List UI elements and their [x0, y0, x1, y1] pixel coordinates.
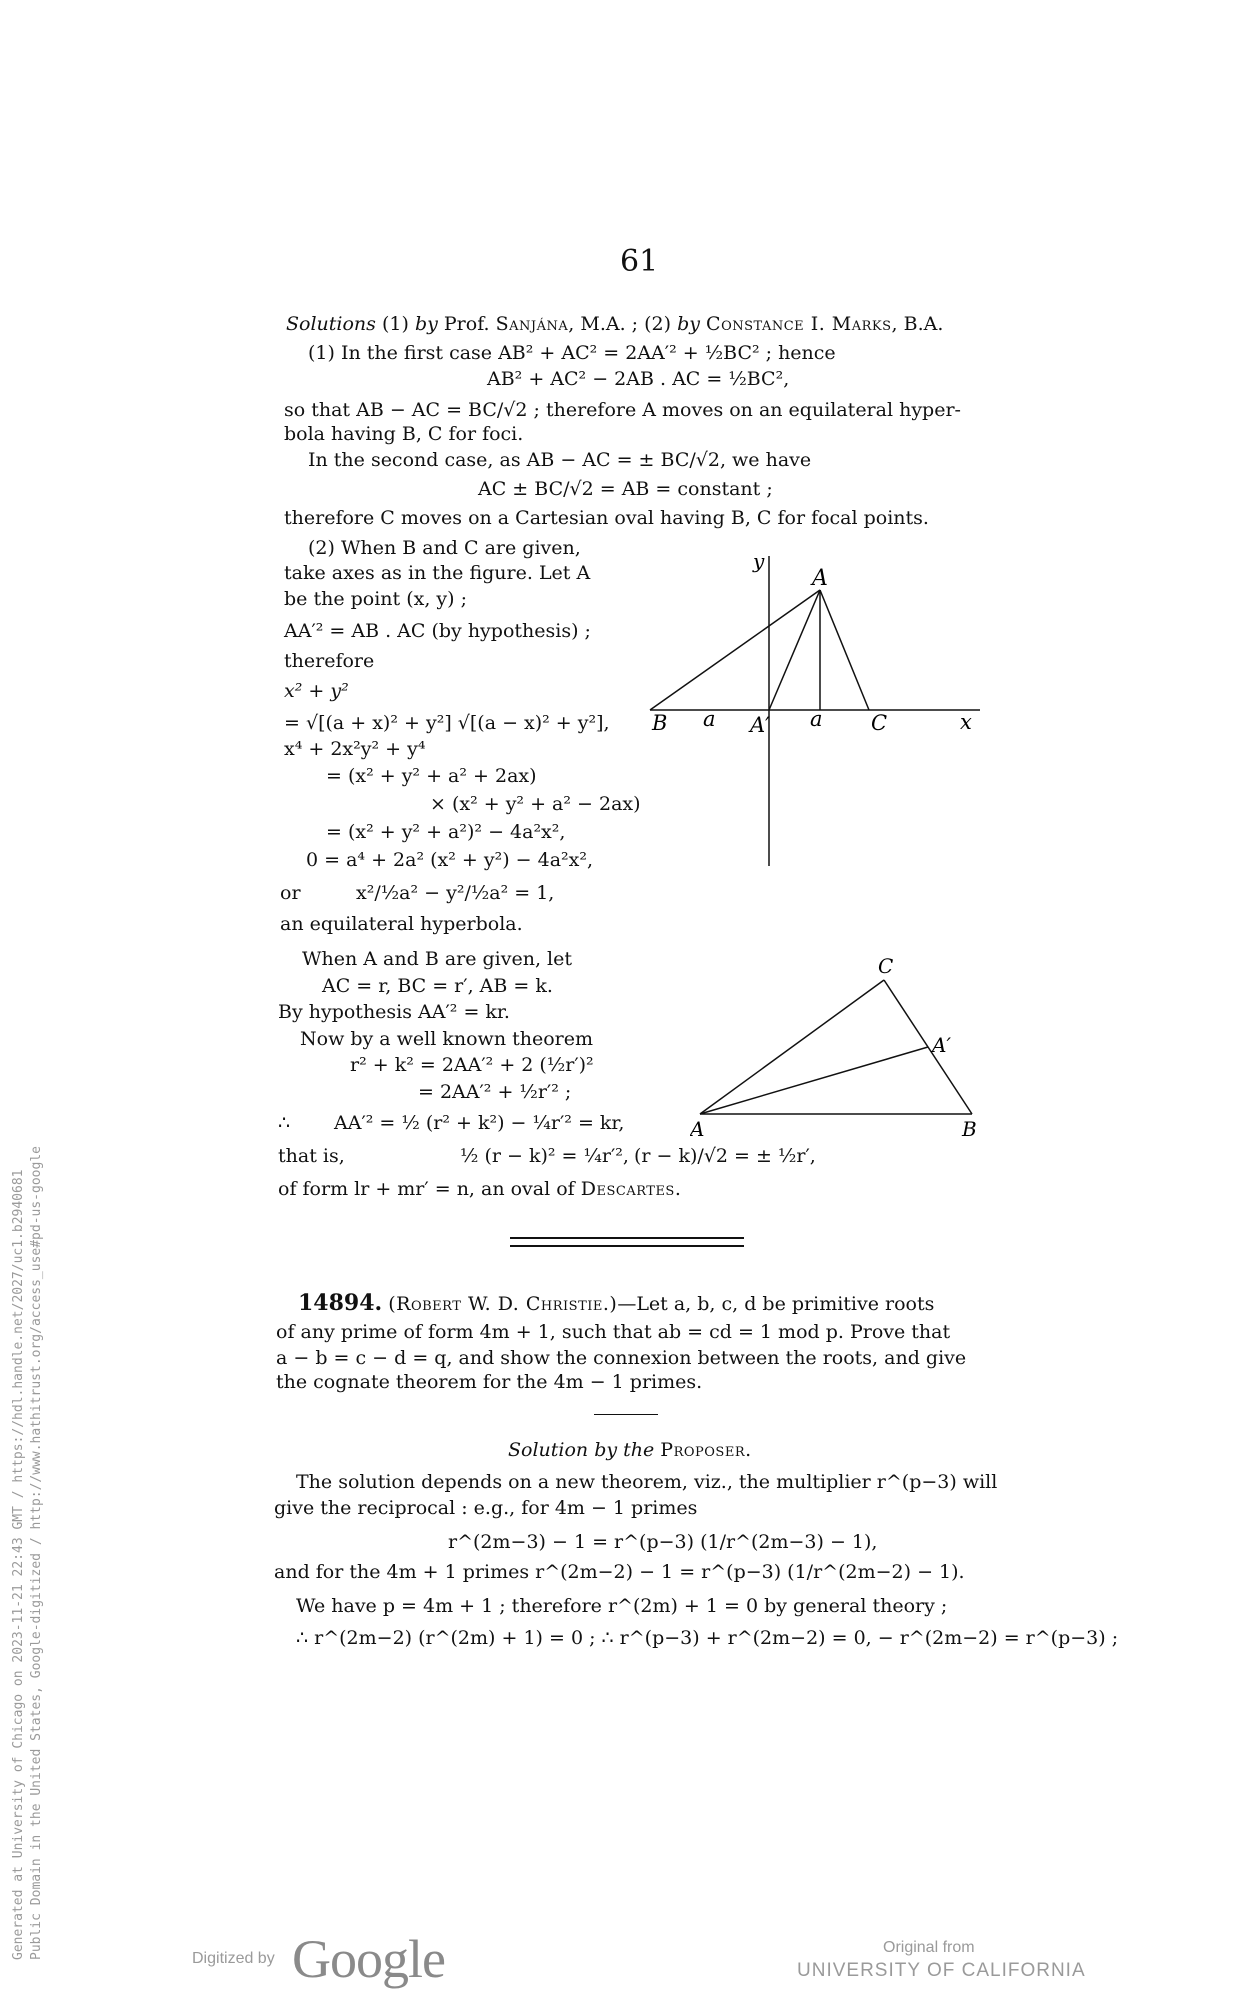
- part2-line: = √[(a + x)² + y²] √[(a − x)² + y²],: [284, 712, 610, 734]
- label-C: C: [878, 954, 894, 978]
- part3-line: = 2AA′² + ½r′² ;: [418, 1081, 572, 1103]
- original-from-text: Original from: [883, 1939, 975, 1956]
- sol1-line: therefore C moves on a Cartesian oval having B, C for focal points.: [284, 507, 929, 529]
- solutions-label: Solutions: [286, 313, 376, 335]
- problem-author: (Robert W. D. Christie.): [388, 1293, 618, 1315]
- part3-line: ½ (r − k)² = ¼r′²,: [460, 1145, 629, 1167]
- label-A-prime: A′: [750, 713, 770, 737]
- proposer-heading: Solution by the Proposer.: [508, 1439, 752, 1461]
- sol1-line: AC ± BC/√2 = AB = constant ;: [478, 478, 773, 500]
- part3-line: that is,: [278, 1145, 345, 1167]
- part2-line: take axes as in the figure. Let A: [284, 562, 591, 584]
- figure-triangle: [690, 950, 1000, 1140]
- part2-line: be the point (x, y) ;: [284, 588, 467, 610]
- part2-line: × (x² + y² + a² − 2ax): [430, 793, 641, 815]
- line-AC: [820, 590, 869, 710]
- label-A: A: [812, 566, 828, 591]
- part3-line: AC = r, BC = r′, AB = k.: [322, 975, 553, 997]
- part2-line: x²/½a² − y²/½a² = 1,: [356, 882, 555, 904]
- part2-line: AA′² = AB . AC (by hypothesis) ;: [284, 620, 591, 642]
- label-a-left: a: [703, 707, 716, 731]
- sol2-line: give the reciprocal : e.g., for 4m − 1 primes: [274, 1497, 698, 1519]
- sol1-line: AB² + AC² − 2AB . AC = ½BC²,: [487, 368, 790, 390]
- short-rule: [594, 1414, 658, 1415]
- part2-line: = (x² + y² + a² + 2ax): [326, 765, 537, 787]
- part2-line: x² + y²: [284, 680, 349, 702]
- sol2-line: ∴ r^(2m−2) (r^(2m) + 1) = 0 ; ∴ r^(p−3) + r^(2m−2) = 0, − r^(2m−2) = r^(p−3) ;: [296, 1627, 1119, 1649]
- descartes: Descartes.: [580, 1178, 682, 1200]
- part3-line: (r − k)/√2 = ± ½r′,: [634, 1145, 816, 1167]
- part3-line: ∴: [278, 1112, 291, 1134]
- label-y: y: [753, 549, 765, 573]
- google-logo: Google: [292, 1929, 445, 1989]
- part3-line: When A and B are given, let: [302, 948, 572, 970]
- figure-hyperbola: [640, 548, 990, 878]
- sol2-line: We have p = 4m + 1 ; therefore r^(2m) + 1 = 0 by general theory ;: [296, 1595, 948, 1617]
- part2-line: = (x² + y² + a²)² − 4a²x²,: [326, 821, 566, 843]
- double-rule-bottom: [510, 1245, 744, 1247]
- author-sanjana: Sanjána: [495, 313, 569, 335]
- label-A-prime: A′: [932, 1033, 951, 1057]
- part2-line: an equilateral hyperbola.: [280, 913, 523, 935]
- label-C: C: [871, 711, 888, 735]
- label-B: B: [962, 1117, 977, 1140]
- problem-line: a − b = c − d = q, and show the connexion between the roots, and give: [276, 1347, 967, 1369]
- label-B: B: [652, 711, 668, 735]
- part3-line: AA′² = ½ (r² + k²) − ¼r′² = kr,: [334, 1112, 625, 1134]
- double-rule-top: [510, 1237, 744, 1239]
- sol1-line: bola having B, C for foci.: [284, 423, 524, 445]
- label-A: A: [690, 1117, 705, 1140]
- part3-line: of form lr + mr′ = n, an oval of Descartes.: [278, 1178, 682, 1200]
- sol2-line: The solution depends on a new theorem, viz., the multiplier r^(p−3) will: [296, 1471, 998, 1493]
- part3-line: r² + k² = 2AA′² + 2 (½r′)²: [350, 1054, 594, 1076]
- sol1-line: so that AB − AC = BC/√2 ; therefore A moves on an equilateral hyper-: [284, 399, 961, 421]
- side-AC: [700, 980, 884, 1114]
- problem-line: of any prime of form 4m + 1, such that ab = cd = 1 mod p. Prove that: [276, 1321, 951, 1343]
- solutions-heading: Solutions (1) by Prof. Sanjána, M.A. ; (2) by Constance I. Marks, B.A.: [286, 313, 944, 335]
- sol1-line: (1) In the first case AB² + AC² = 2AA′² + ½BC² ; hence: [308, 342, 836, 364]
- sol2-line: and for the 4m + 1 primes r^(2m−2) − 1 = r^(p−3) (1/r^(2m−2) − 1).: [274, 1561, 965, 1583]
- problem-line: the cognate theorem for the 4m − 1 primes.: [276, 1371, 703, 1393]
- part2-line: (2) When B and C are given,: [308, 537, 581, 559]
- author-marks: Constance I. Marks: [706, 313, 892, 335]
- label-x: x: [960, 710, 972, 734]
- margin-watermark: Generated at University of Chicago on 2023-11-21 22:43 GMT / https://hdl.handle.net/2027/uc1.b2940681 Public Domain in the United States, Google-digitized / http://www.hathitrust.org/access_use#pd-us-google: [11, 1146, 44, 1960]
- part3-line: Now by a well known theorem: [300, 1028, 593, 1050]
- part2-line: 0 = a⁴ + 2a² (x² + y²) − 4a²x²,: [306, 849, 594, 871]
- part2-line: x⁴ + 2x²y² + y⁴: [284, 738, 426, 760]
- problem-heading: 14894. (Robert W. D. Christie.)—Let a, b, c, d be primitive roots: [298, 1290, 935, 1316]
- median-AA-prime: [700, 1047, 928, 1114]
- university-text: UNIVERSITY OF CALIFORNIA: [797, 1960, 1086, 1981]
- problem-number: 14894.: [298, 1290, 383, 1316]
- label-a-right: a: [810, 707, 823, 731]
- part2-line: or: [280, 882, 301, 904]
- sol2-line: r^(2m−3) − 1 = r^(p−3) (1/r^(2m−3) − 1),: [448, 1531, 878, 1553]
- digitized-by-text: Digitized by: [192, 1950, 275, 1967]
- page-number: 61: [620, 244, 659, 279]
- part3-line: By hypothesis AA′² = kr.: [278, 1001, 510, 1023]
- sol1-line: In the second case, as AB − AC = ± BC/√2, we have: [308, 449, 812, 471]
- part2-line: therefore: [284, 650, 375, 672]
